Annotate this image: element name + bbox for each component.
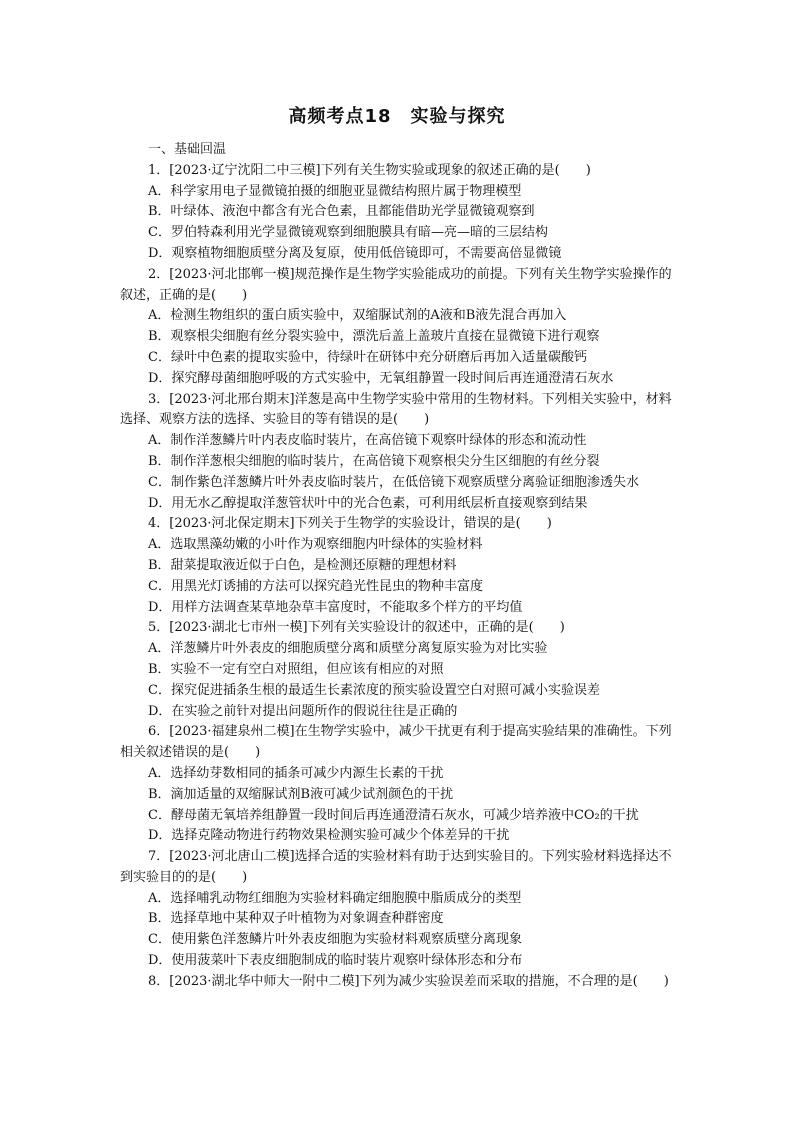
question-4 — [120, 514, 680, 618]
option-c: C．探究促进插条生根的最适生长素浓度的预实验设置空白对照可减小实验误差 — [148, 682, 600, 698]
question-stem: 8．[2023·湖北华中师大一附中二模]下列为减少实验误差而采取的措施，不合理的是( ) — [148, 973, 669, 989]
question-stem: 5．[2023·湖北七市州一模]下列有关实验设计的叙述中，正确的是( ) — [148, 620, 565, 636]
question-1 — [120, 161, 680, 265]
option-c: C．酵母菌无氧培养组静置一段时间后再连通澄清石灰水，可减少培养液中CO₂的干扰 — [148, 807, 639, 823]
option-b: B．叶绿体、液泡中都含有光合色素，且都能借助光学显微镜观察到 — [148, 204, 535, 220]
option-d: D．在实验之前针对提出问题所作的假说往往是正确的 — [148, 703, 458, 719]
question-stem: 4．[2023·河北保定期末]下列关于生物学的实验设计，错误的是( ) — [148, 516, 552, 532]
option-a: A．制作洋葱鳞片叶内表皮临时装片，在高倍镜下观察叶绿体的形态和流动性 — [148, 433, 587, 449]
option-d: D．用无水乙醇提取洋葱管状叶中的光合色素，可利用纸层析直接观察到结果 — [148, 495, 588, 511]
document-body — [120, 140, 680, 993]
question-7 — [120, 847, 680, 972]
question-3 — [120, 390, 680, 515]
option-a: A．洋葱鳞片叶外表皮的细胞质壁分离和质壁分离复原实验为对比实验 — [148, 641, 548, 657]
option-d: D．用样方法调查某草地杂草丰富度时，不能取多个样方的平均值 — [148, 599, 523, 615]
option-b: B．制作洋葱根尖细胞的临时装片，在高倍镜下观察根尖分生区细胞的有丝分裂 — [148, 453, 600, 469]
section-heading: 一、基础回温 — [148, 142, 227, 157]
option-c: C．用黑光灯诱捕的方法可以探究趋光性昆虫的物种丰富度 — [148, 578, 483, 594]
question-stem: 2．[2023·河北邯郸一模]规范操作是生物学实验能成功的前提。下列有关生物学实验操作的叙述，正确的是( ) — [120, 266, 672, 303]
option-b: B．滴加适量的双缩脲试剂B液可减少试剂颜色的干扰 — [148, 786, 454, 802]
option-b: B．选择草地中某种双子叶植物为对象调查种群密度 — [148, 911, 444, 927]
option-d: D．选择克隆动物进行药物效果检测实验可减少个体差异的干扰 — [148, 828, 510, 844]
question-stem: 1．[2023·辽宁沈阳二中三模]下列有关生物实验或现象的叙述正确的是( ) — [148, 162, 591, 178]
question-stem: 6．[2023·福建泉州二模]在生物学实验中，减少干扰更有利于提高实验结果的准确性。下列相关叙述错误的是( ) — [120, 724, 672, 761]
option-c: C．使用紫色洋葱鳞片叶外表皮细胞为实验材料观察质壁分离现象 — [148, 932, 522, 948]
option-d: D．观察植物细胞质壁分离及复原，使用低倍镜即可，不需要高倍显微镜 — [148, 245, 562, 261]
question-6 — [120, 722, 680, 847]
page-title: 高频考点18 实验与探究 — [288, 106, 506, 127]
option-c: C．制作紫色洋葱鳞片叶外表皮临时装片，在低倍镜下观察质壁分离验证细胞渗透失水 — [148, 474, 639, 490]
option-b: B．实验不一定有空白对照组，但应该有相应的对照 — [148, 661, 444, 677]
option-a: A．检测生物组织的蛋白质实验中，双缩脲试剂的A液和B液先混合再加入 — [148, 308, 567, 324]
option-d: D．探究酵母菌细胞呼吸的方式实验中，无氧组静置一段时间后再连通澄清石灰水 — [148, 370, 614, 386]
question-5 — [120, 618, 680, 722]
question-8 — [120, 972, 680, 993]
option-a: A．选择哺乳动物红细胞为实验材料确定细胞膜中脂质成分的类型 — [148, 890, 522, 906]
option-a: A．选取黑藻幼嫩的小叶作为观察细胞内叶绿体的实验材料 — [148, 537, 483, 553]
option-a: A．科学家用电子显微镜拍摄的细胞亚显微结构照片属于物理模型 — [148, 183, 522, 199]
question-stem: 7．[2023·河北唐山二模]选择合适的实验材料有助于达到实验目的。下列实验材料选择达不到实验目的的是( ) — [120, 849, 672, 885]
option-c: C．绿叶中色素的提取实验中，待绿叶在研钵中充分研磨后再加入适量碳酸钙 — [148, 349, 587, 365]
option-b: B．甜菜提取液近似于白色，是检测还原糖的理想材料 — [148, 557, 457, 573]
option-c: C．罗伯特森利用光学显微镜观察到细胞膜具有暗—亮—暗的三层结构 — [148, 225, 548, 241]
option-b: B．观察根尖细胞有丝分裂实验中，漂洗后盖上盖玻片直接在显微镜下进行观察 — [148, 329, 600, 345]
option-a: A．选择幼芽数相同的插条可减少内源生长素的干扰 — [148, 765, 444, 781]
option-d: D．使用菠菜叶下表皮细胞制成的临时装片观察叶绿体形态和分布 — [148, 953, 523, 969]
question-2 — [120, 265, 680, 390]
question-stem: 3．[2023·河北邢台期末]洋葱是高中生物学实验中常用的生物材料。下列相关实验中，材料选择、观察方法的选择、实验目的等有错误的是( ) — [120, 391, 672, 428]
